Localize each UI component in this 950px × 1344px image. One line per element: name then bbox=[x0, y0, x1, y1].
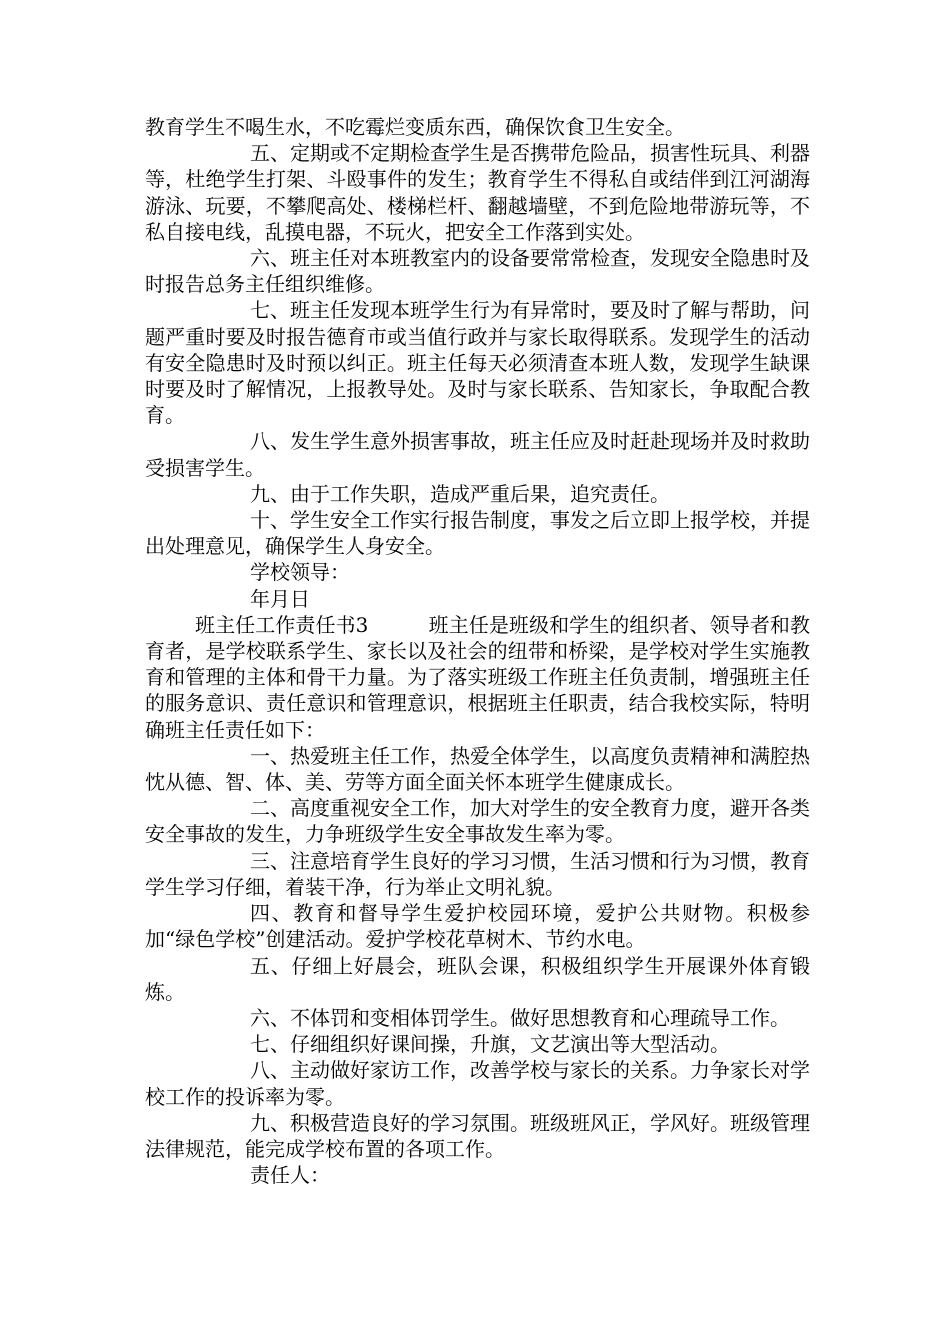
paragraph-duty-2: 二、高度重视安全工作，加大对学生的安全教育力度，避开各类安全事故的发生，力争班级学生安全事故发生率为零。 bbox=[145, 796, 810, 847]
paragraph-item-7-abnormal-behavior: 七、班主任发现本班学生行为有异常时，要及时了解与帮助，问题严重时要及时报告德育市或当值行政并与家长取得联系。发现学生的活动有安全隐患时及时预以纠正。班主任每天必须清查本班人数，发现学生缺课时要及时了解情况，上报教导处。及时与家长联系、告知家长，争取配合教育。 bbox=[145, 298, 810, 428]
paragraph-duty-4: 四、教育和督导学生爱护校园环境，爱护公共财物。积极参加“绿色学校”创建活动。爱护学校花草树木、节约水电。 bbox=[145, 901, 810, 952]
paragraph-duty-5: 五、仔细上好晨会，班队会课，积极组织学生开展课外体育锻炼。 bbox=[145, 953, 810, 1004]
paragraph-item-5-dangerous-items: 五、定期或不定期检查学生是否携带危险品，损害性玩具、利器等，杜绝学生打架、斗殴事件的发生；教育学生不得私自或结伴到江河湖海游泳、玩要，不攀爬高处、楼梯栏杆、翻越墙壁，不到危险地带游玩等，不私自接电线，乱摸电器，不玩火，把安全工作落到实处。 bbox=[145, 141, 810, 244]
paragraph-item-9-negligence: 九、由于工作失职，造成严重后果，追究责任。 bbox=[250, 481, 670, 506]
paragraph-duty-3: 三、注意培育学生良好的学习习惯，生活习惯和行为习惯，教育学生学习仔细，着装干净，行为举止文明礼貌。 bbox=[145, 848, 810, 899]
paragraph-duty-6: 六、不体罚和变相体罚学生。做好思想教育和心理疏导工作。 bbox=[250, 1005, 790, 1030]
document-body bbox=[145, 114, 810, 1188]
paragraph-item-10-reporting: 十、学生安全工作实行报告制度，事发之后立即上报学校，并提出处理意见，确保学生人身安全。 bbox=[145, 508, 810, 559]
signature-school-leader: 学校领导： bbox=[250, 560, 350, 585]
paragraph-duty-1: 一、热爱班主任工作，热爱全体学生，以高度负责精神和满腔热忱从德、智、体、美、劳等方面全面关怀本班学生健康成长。 bbox=[145, 743, 810, 795]
paragraph-duty-9: 九、积极营造良好的学习氛围。班级班风正，学风好。班级管理法律规范，能完成学校布置的各项工作。 bbox=[145, 1110, 810, 1161]
signature-date: 年月日 bbox=[250, 586, 310, 611]
paragraph-duty-7: 七、仔细组织好课间操，升旗，文艺演出等大型活动。 bbox=[250, 1032, 730, 1057]
paragraph-item-8-accidents: 八、发生学生意外损害事故，班主任应及时赶赴现场并及时救助受损害学生。 bbox=[145, 429, 810, 480]
paragraph-duty-8: 八、主动做好家访工作，改善学校与家长的关系。力争家长对学校工作的投诉率为零。 bbox=[145, 1058, 810, 1109]
paragraph-food-safety: 教育学生不喝生水，不吃霉烂变质东西，确保饮食卫生安全。 bbox=[145, 115, 685, 139]
signature-responsible-person: 责任人： bbox=[250, 1163, 330, 1188]
section-title-responsibility-3: 班主任工作责任书3 班主任是班级和学生的组织者、领导者和教育者，是学校联系学生、家长以及社会的纽带和桥梁，是学校对学生实施教育和管理的主体和骨干力量。为了落实班级工作班主任负责制，增强班主任的服务意识、责任意识和管理意识，根据班主任职责，结合我校实际，特明确班主任责任如下： bbox=[145, 612, 810, 742]
paragraph-item-6-classroom-equipment: 六、班主任对本班教室内的设备要常常检查，发现安全隐患时及时报告总务主任组织维修。 bbox=[145, 246, 810, 297]
